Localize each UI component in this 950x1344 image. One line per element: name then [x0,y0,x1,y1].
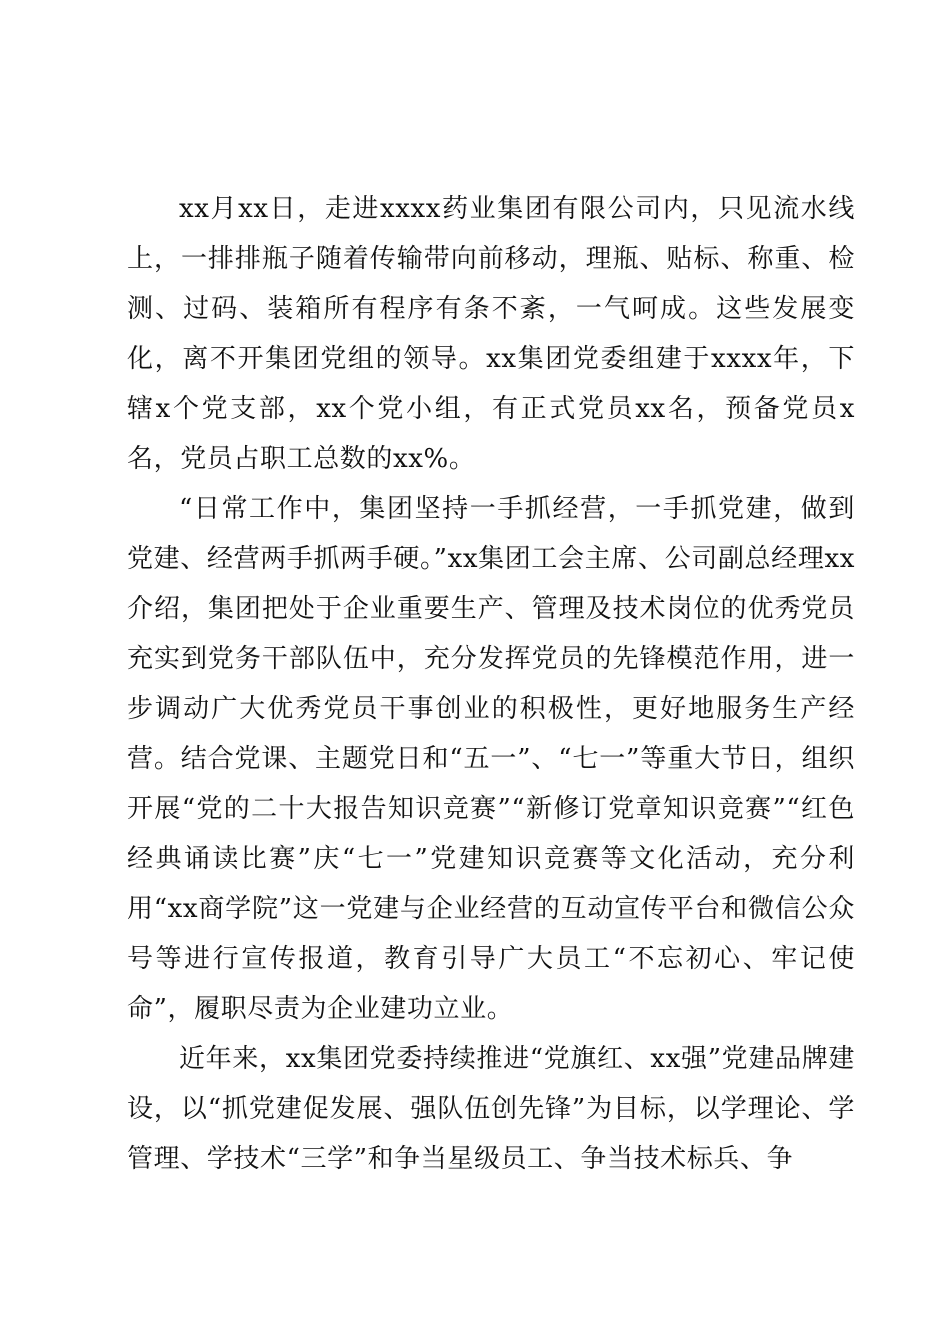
paragraph-party-building: “日常工作中，集团坚持一手抓经营，一手抓党建，做到党建、经营两手抓两手硬。”xx集团工会主席、公司副总经理xx介绍，集团把处于企业重要生产、管理及技术岗位的优秀党员充实到党务干部队伍中，充分发挥党员的先锋模范作用，进一步调动广大优秀党员干事创业的积极性，更好地服务生产经营。结合党课、主题党日和“五一”、“七一”等重大节日，组织开展“党的二十大报告知识竞赛”“新修订党章知识竞赛”“红色经典诵读比赛”庆“七一”党建知识竞赛等文化活动，充分利用“xx商学院”这一党建与企业经营的互动宣传平台和微信公众号等进行宣传报道，教育引导广大员工“不忘初心、牢记使命”，履职尽责为企业建功立业。 [127,494,855,1024]
paragraph-intro: xx月xx日，走进xxxx药业集团有限公司内，只见流水线上，一排排瓶子随着传输带向前移动，理瓶、贴标、称重、检测、过码、装箱所有程序有条不紊，一气呵成。这些发展变化，离不开集团党组的领导。xx集团党委组建于xxxx年，下辖x个党支部，xx个党小组，有正式党员xx名，预备党员x名，党员占职工总数的xx%。 [127,194,855,474]
document-body [127,184,855,1184]
paragraph-brand: 近年来，xx集团党委持续推进“党旗红、xx强”党建品牌建设，以“抓党建促发展、强队伍创先锋”为目标，以学理论、学管理、学技术“三学”和争当星级员工、争当技术标兵、争 [127,1044,855,1174]
